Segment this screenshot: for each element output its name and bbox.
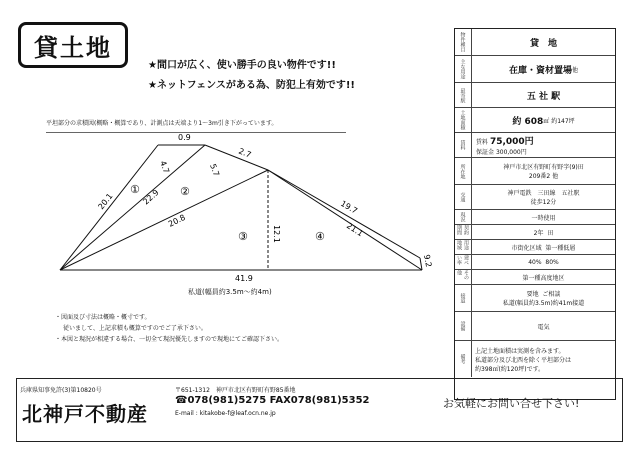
label-facility: 設備: [455, 312, 472, 340]
zoning2-value: 第一種低層: [545, 244, 576, 252]
label-remarks: 備考: [455, 341, 472, 377]
deposit-value: 300,000円: [495, 149, 527, 156]
company-address: 〒651-1312 神戸市北区有野町有野85番地: [175, 387, 296, 394]
label-use: 主な用途: [455, 56, 472, 82]
area-value: 約 608: [512, 116, 544, 127]
use-suffix: 他: [572, 66, 579, 74]
label-area: 土地面積: [455, 108, 472, 132]
lot-value: 209番2 他: [528, 173, 559, 180]
dim-top: 0.9: [178, 133, 191, 142]
station-value: 五 社 駅: [526, 91, 561, 102]
consult-value: ご相談: [542, 291, 561, 298]
rent-label: 賃料: [476, 139, 489, 146]
coverage-value: 40%: [528, 258, 542, 266]
use-value: 在庫・資材置場: [508, 65, 572, 76]
region-2: ②: [180, 185, 190, 198]
property-table: [454, 28, 616, 400]
road-detail: 私道(幅員約3.5m)約41m接道: [502, 300, 585, 307]
road-value: 要地: [526, 291, 539, 298]
footnote-3: ・本図と現況が相違する場合、一切全て現況優先しますので現地にてご確認下さい。: [55, 336, 284, 343]
dim-right-upper: 19.7: [339, 198, 359, 216]
dim-diag2: 20.8: [166, 212, 187, 229]
property-type: 貸 地: [529, 38, 557, 49]
deposit-label: 保証金: [476, 149, 495, 156]
dim-d3: 2.7: [237, 146, 253, 160]
site-plan: [40, 125, 434, 295]
footnotes: [55, 312, 283, 345]
term-value: 2年: [533, 229, 544, 237]
label-rent: 賃料: [455, 133, 472, 157]
dim-d1: 4.7: [158, 159, 171, 175]
access-line2: 徒歩12分: [530, 199, 557, 206]
label-road: 接道: [455, 285, 472, 311]
headline-1: ★間口が広く、使い勝手の良い物件です!!: [148, 60, 336, 71]
address-value: 神戸市北区有野町有野字(9)田: [503, 164, 584, 171]
far-value: 80%: [545, 258, 559, 266]
label-term: 契約期間: [455, 225, 472, 239]
dim-bottom: 41.9: [235, 274, 253, 283]
height-value: 第一種高度地区: [522, 274, 565, 282]
dim-right-end: 9.2: [422, 253, 434, 268]
label-zoning: 用途地域: [455, 240, 472, 254]
electricity-value: 電気: [537, 323, 550, 331]
region-4: ④: [315, 230, 325, 243]
label-coverage: 建ぺい率: [455, 255, 472, 269]
status-value: 一時使用: [531, 214, 556, 222]
contact-cta: お気軽にお問い合せ下さい!: [443, 397, 580, 410]
remarks-2: 私道部分及び北西を除く平坦部分は: [475, 356, 572, 364]
road-label: 私道(幅員約3.5m～約4m): [188, 288, 272, 296]
region-1: ①: [130, 183, 140, 196]
company-email: E-mail : kitakobe-f@leaf.ocn.ne.jp: [175, 410, 276, 417]
region-3: ③: [238, 230, 248, 243]
zoning-value: 市街化区域: [511, 244, 542, 252]
rent-value: 75,000円: [489, 137, 534, 147]
dim-diag1: 22.9: [141, 187, 161, 207]
dim-vertical: 12.1: [272, 225, 281, 243]
dim-left: 20.1: [96, 191, 115, 212]
access-line1: 神戸電鉄 三田線 五社駅: [507, 190, 580, 197]
page-title: 貸土地: [18, 22, 128, 68]
label-type: 物件種目: [455, 29, 472, 55]
label-address: 所在地: [455, 158, 472, 184]
dim-d2: 5.7: [208, 162, 221, 178]
headline-2: ★ネットフェンスがある為、防犯上有効です!!: [148, 80, 355, 91]
dim-right-diag: 21.1: [344, 221, 365, 239]
label-other: その他: [455, 270, 472, 284]
company-phone: ☎078(981)5275 FAX078(981)5352: [175, 395, 370, 406]
license-number: 兵庫県知事免許(3)第10820号: [20, 387, 102, 394]
label-status: 現況: [455, 210, 472, 224]
term-unit: 田: [547, 229, 554, 237]
company-name: 北神戸不動産: [22, 402, 148, 426]
remarks-1: 上記土地面積は実測を含みます。: [475, 347, 565, 355]
area-tsubo: 約147坪: [551, 117, 575, 125]
remarks-3: 約398㎡(約120坪)です。: [475, 365, 545, 373]
plan-note: 平坦部分の求積図(概略・概算であり、計測点は天端より1～3m引き下がっています。: [46, 118, 346, 133]
footnote-2: 従いまして、上記求積も概算ですのでご了承下さい。: [63, 325, 207, 332]
area-unit: ㎡: [543, 117, 550, 125]
footnote-1: ・図面及び寸法は概略・概寸です。: [55, 314, 151, 321]
label-access: 交通: [455, 185, 472, 209]
label-station: 最寄駅: [455, 83, 472, 107]
